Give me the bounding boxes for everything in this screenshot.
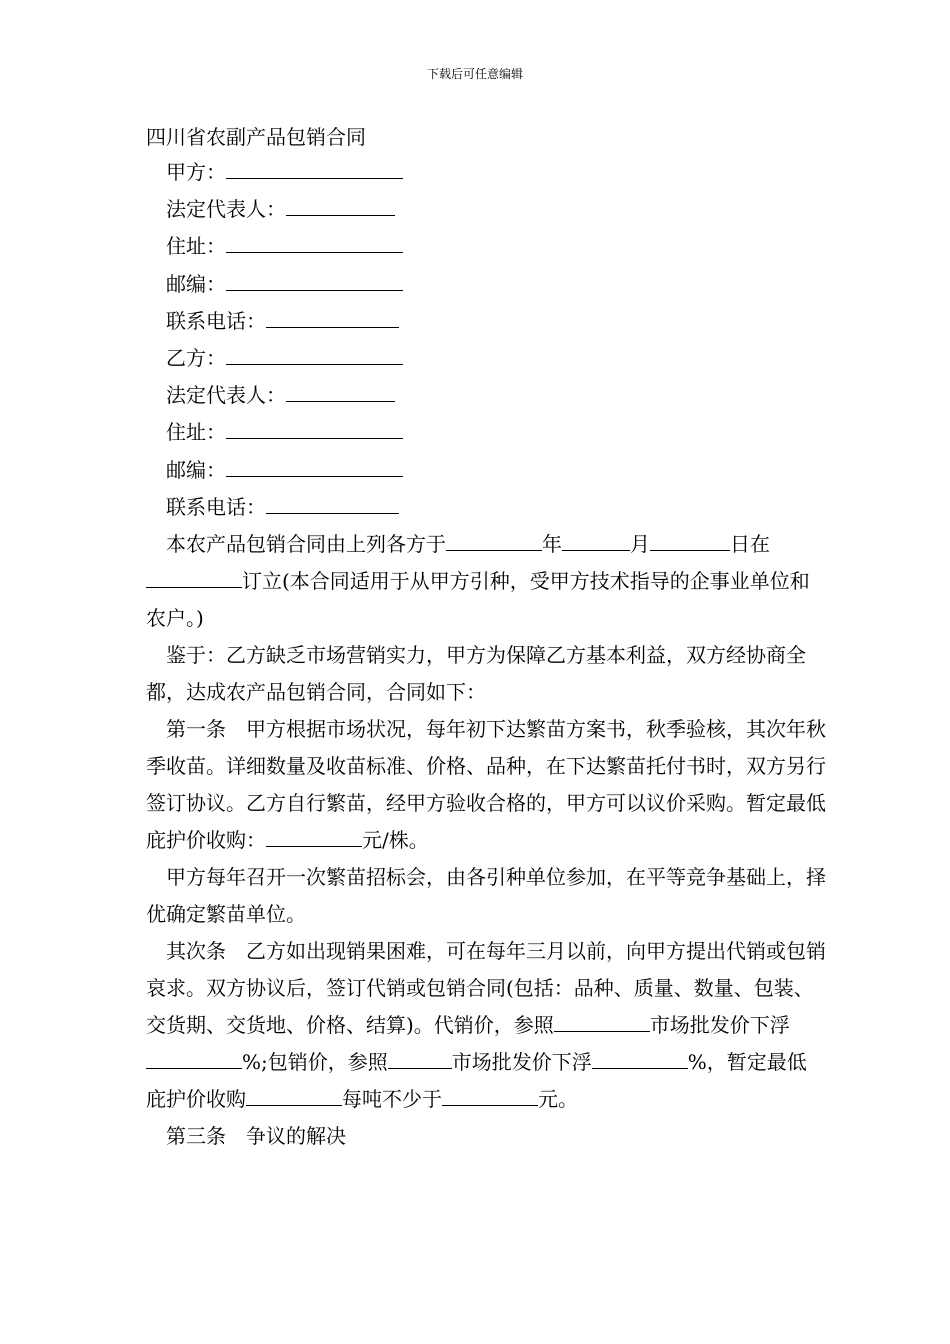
field-label: 住址：	[166, 420, 226, 445]
blank-line	[226, 455, 403, 477]
party-b-address-field	[146, 414, 826, 451]
text-run: %;包销价，参照	[242, 1049, 388, 1074]
party-b-rep-field	[146, 377, 826, 414]
field-label: 邮编：	[166, 271, 226, 296]
text-run: 元/株。	[362, 827, 429, 852]
document-title: 四川省农副产品包销合同	[146, 125, 366, 149]
article-1-paragraph	[146, 711, 826, 859]
field-label: 邮编：	[166, 457, 226, 482]
text-run: 月	[630, 531, 650, 556]
field-label: 联系电话：	[166, 494, 266, 519]
blank-line	[146, 1047, 242, 1069]
text-run: 市场批发价下浮	[451, 1049, 592, 1074]
party-a-rep-field	[146, 191, 826, 228]
text-run: 订立(本合同适用于从甲方引种，受甲方技术指导的企事业单位和农户。)	[146, 568, 810, 630]
blank-line	[446, 529, 542, 551]
text-run: 日在	[730, 531, 770, 556]
blank-line	[650, 529, 730, 551]
blank-line	[562, 529, 630, 551]
party-b-postcode-field	[146, 452, 826, 489]
party-a-phone-field	[146, 303, 826, 340]
field-label: 乙方：	[166, 345, 226, 370]
page-header-note: 下载后可任意编辑	[426, 67, 523, 81]
article-1-extra-paragraph: 甲方每年召开一次繁苗招标会，由各引种单位参加，在平等竞争基础上，择优确定繁苗单位。	[146, 864, 826, 926]
blank-line	[554, 1010, 650, 1032]
text-run: 其次条 乙方如出现销果困难，可在每年三月以前，向甲方提出代销或包销哀求。双方协议后，签订代销或包销合同(包括：品种、质量、数量、包装、交货期、交货地、价格、结算)。代销价，参照	[146, 938, 826, 1037]
text-run: 市场批发价下浮	[649, 1012, 790, 1037]
blank-line	[266, 306, 399, 328]
blank-line	[226, 417, 403, 439]
field-label: 法定代表人：	[166, 197, 286, 222]
blank-line	[226, 157, 403, 179]
party-b-name-field	[146, 340, 826, 377]
blank-line	[286, 194, 395, 216]
field-label: 联系电话：	[166, 308, 266, 333]
text-run: 本农产品包销合同由上列各方于	[166, 531, 446, 556]
blank-line	[266, 492, 399, 514]
field-label: 住址：	[166, 234, 226, 259]
text-run: %，暂定最低庇护价收购	[146, 1049, 807, 1111]
field-label: 法定代表人：	[166, 383, 286, 408]
blank-line	[246, 1084, 342, 1106]
field-label: 甲方：	[166, 160, 226, 184]
text-run: 年	[542, 531, 562, 556]
blank-line	[592, 1047, 688, 1069]
blank-line	[388, 1047, 452, 1069]
blank-line	[226, 269, 403, 291]
blank-line	[226, 343, 403, 365]
article-3-heading: 第三条 争议的解决	[166, 1123, 346, 1148]
blank-line	[286, 380, 395, 402]
party-a-postcode-field	[146, 266, 826, 303]
party-a-address-field	[146, 228, 826, 265]
whereas-paragraph: 鉴于：乙方缺乏市场营销实力，甲方为保障乙方基本利益，双方经协商全都，达成农产品包销合同，合同如下：	[146, 642, 806, 704]
blank-line	[266, 825, 362, 847]
contract-document	[146, 122, 826, 1155]
party-b-phone-field	[146, 489, 826, 526]
text-run: 元。	[538, 1086, 578, 1111]
blank-line	[146, 566, 242, 588]
party-a-name-field	[146, 154, 826, 191]
article-2-paragraph	[146, 933, 826, 1118]
text-run: 每吨不少于	[342, 1086, 442, 1111]
blank-line	[226, 231, 403, 253]
intro-paragraph	[146, 526, 826, 637]
blank-line	[442, 1084, 538, 1106]
text-run: 第一条 甲方根据市场状况，每年初下达繁苗方案书，秋季验核，其次年秋季收苗。详细数量及收苗标准、价格、品种，在下达繁苗托付书时，双方另行签订协议。乙方自行繁苗，经甲方验收合格的，甲方可以议价采购。暂定最低庇护价收购：	[146, 716, 826, 852]
